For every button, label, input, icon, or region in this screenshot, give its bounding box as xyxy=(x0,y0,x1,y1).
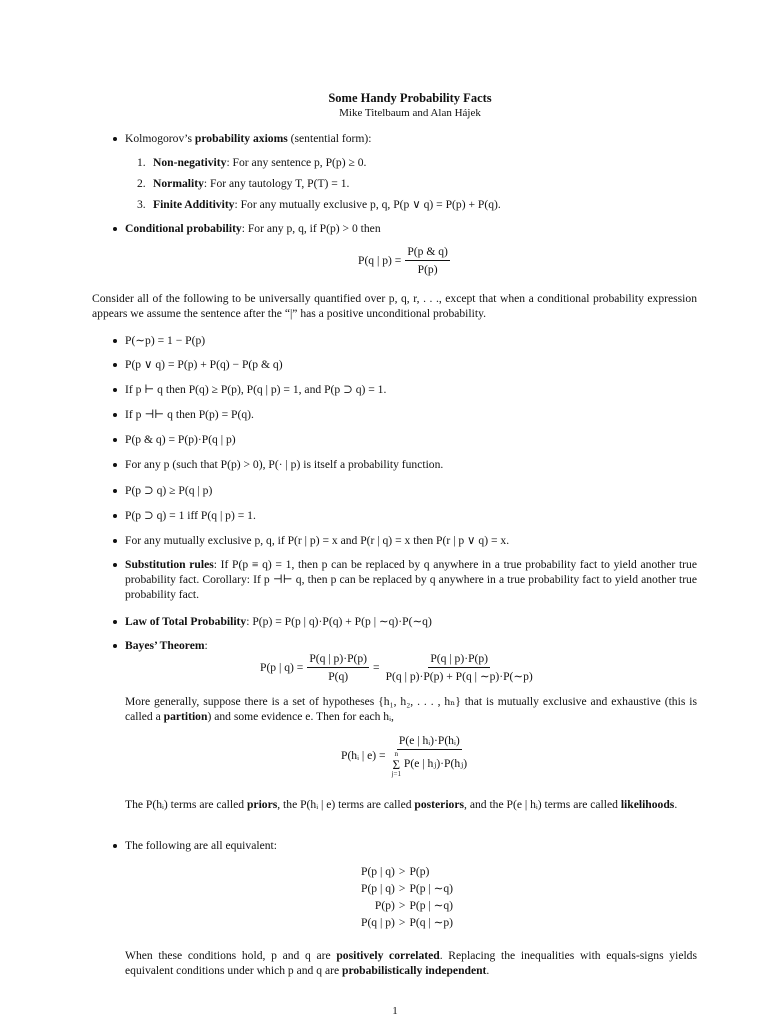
fraction xyxy=(405,244,450,277)
formula-lhs: P(hᵢ | e) = xyxy=(341,749,386,762)
fact-item: P(p ⊃ q) = 1 iff P(q | p) = 1. xyxy=(125,508,697,523)
condition-op: > xyxy=(398,865,406,878)
condition-op: > xyxy=(398,916,406,930)
fact-item: For any mutually exclusive p, q, if P(r | p) = x and P(r | q) = x then P(r | p ∨ q) = x. xyxy=(125,533,697,548)
axioms-rest: (sentential form): xyxy=(287,132,372,145)
sum-upper: n xyxy=(394,750,399,759)
substitution-bullet xyxy=(125,557,697,602)
axiom-name: Finite Additivity xyxy=(153,198,235,211)
conditional-formula xyxy=(358,244,450,277)
general-text: More generally, suppose there is a set of hypotheses {h₁, h₂, . . . , hₙ} that is mutually exclusive and exhaustive (this is called a xyxy=(125,695,697,724)
summation xyxy=(392,751,401,778)
condition-right: P(q | ∼p) xyxy=(409,916,454,930)
formula-lhs: P(p | q) = xyxy=(260,661,304,675)
axioms-bullet xyxy=(125,131,697,146)
condition-right: P(p | ∼q) xyxy=(409,882,454,896)
axiom-name: Normality xyxy=(153,177,204,190)
terms-text: , and the P(e | hᵢ) terms are called xyxy=(464,798,621,811)
equivalent-conditions xyxy=(361,864,453,930)
conditional-text: : For any p, q, if P(p) > 0 then xyxy=(241,222,381,235)
page-title: Some Handy Probability Facts xyxy=(328,91,492,105)
fraction xyxy=(390,733,470,778)
total-text: : P(p) = P(p | q)·P(q) + P(p | ∼q)·P(∼q) xyxy=(246,615,432,628)
equivalent-bullet: The following are all equivalent: xyxy=(125,838,697,853)
denominator: P(q) xyxy=(328,670,349,684)
fact-item: For any p (such that P(p) > 0), P(· | p) is itself a probability function. xyxy=(125,457,697,472)
correlation-text: . Replacing the inequalities with equals-signs yields equivalent conditions under which p and q are xyxy=(125,949,697,978)
condition-left: P(p | q) xyxy=(361,865,395,878)
condition-op: > xyxy=(398,899,406,913)
condition-right: P(p) xyxy=(409,865,430,878)
consider-paragraph: Consider all of the following to be universally quantified over p, q, r, . . ., except that when a conditional probability expression appears we assume the sentence after the “|” has a positive unconditional probability. xyxy=(92,292,697,321)
axiom-num: 1. xyxy=(137,156,146,169)
page-number: 1 xyxy=(392,1005,398,1017)
axiom-name: Non-negativity xyxy=(153,156,227,169)
axiom-num: 2. xyxy=(137,177,146,190)
fraction xyxy=(307,651,369,684)
sigma-symbol: Σ xyxy=(392,757,401,773)
formula-lhs: P(q | p) = xyxy=(358,254,402,268)
bayes-general-paragraph xyxy=(125,694,697,724)
general-text: ) and some evidence e. Then for each hᵢ, xyxy=(207,710,394,724)
condition-op: > xyxy=(398,882,406,896)
numerator: P(q | p)·P(p) xyxy=(307,651,369,668)
fact-item: If p ⊢ q then P(q) ≥ P(p), P(q | p) = 1, and P(p ⊃ q) = 1. xyxy=(125,382,697,397)
terms-text: . xyxy=(674,798,678,811)
denominator: P(q | p)·P(p) + P(q | ∼p)·P(∼p) xyxy=(385,670,533,684)
axiom-item xyxy=(137,155,366,170)
fact-item: P(p & q) = P(p)·P(q | p) xyxy=(125,432,697,447)
axiom-text: : For any sentence p, P(p) ≥ 0. xyxy=(226,156,367,169)
condition-left: P(p | q) xyxy=(361,882,395,896)
fact-item: P(∼p) = 1 − P(p) xyxy=(125,333,697,348)
substitution-bold: Substitution rules xyxy=(125,558,214,571)
bayes-formula xyxy=(260,651,535,684)
partition-term: partition xyxy=(163,710,208,724)
bayes-bold: Bayes’ Theorem xyxy=(125,639,205,652)
fact-item: P(p ⊃ q) ≥ P(q | p) xyxy=(125,483,697,498)
conditional-bullet xyxy=(125,221,697,236)
axioms-lead: Kolmogorov’s xyxy=(125,132,195,145)
conditional-bold: Conditional probability xyxy=(125,222,242,235)
axiom-text: : For any mutually exclusive p, q, P(p ∨ q) = P(p) + P(q). xyxy=(234,198,501,211)
correlation-text: When these conditions hold, p and q are xyxy=(125,949,337,962)
authors: Mike Titelbaum and Alan Hájek xyxy=(339,107,481,119)
bayes-colon: : xyxy=(204,639,208,652)
posteriors-term: posteriors xyxy=(414,798,465,811)
terms-text: The P(hᵢ) terms are called xyxy=(125,798,247,811)
total-bold: Law of Total Probability xyxy=(125,615,247,628)
condition-left: P(q | p) xyxy=(361,916,395,930)
sum-lower: j=1 xyxy=(391,770,401,779)
total-probability-bullet xyxy=(125,614,697,629)
substitution-text: : If P(p ≡ q) = 1, then p can be replaced by q anywhere in a true probability fact to yield another true probability fact. Corollary: If p ⊣⊢ q, then p can be replaced by q anywhere in a true probability fact to yield another true probability fact. xyxy=(125,558,697,602)
condition-right: P(p | ∼q) xyxy=(409,899,454,913)
fact-item: If p ⊣⊢ q then P(p) = P(q). xyxy=(125,407,697,422)
condition-left: P(p) xyxy=(374,899,395,913)
denominator xyxy=(390,750,470,778)
priors-term: priors xyxy=(246,798,278,811)
independent-term: probabilistically independent xyxy=(342,964,487,978)
fraction xyxy=(384,651,535,684)
denominator-term: P(e | hⱼ)·P(hⱼ) xyxy=(403,757,468,771)
axioms-bold: probability axioms xyxy=(194,132,288,145)
axiom-item xyxy=(137,176,349,191)
axiom-num: 3. xyxy=(137,198,146,211)
general-bayes-formula xyxy=(341,733,469,778)
likelihoods-term: likelihoods xyxy=(620,798,675,811)
numerator: P(e | hᵢ)·P(hᵢ) xyxy=(397,733,462,750)
axiom-text: : For any tautology T, P(T) = 1. xyxy=(203,177,350,190)
axiom-item xyxy=(137,197,501,212)
fact-item: P(p ∨ q) = P(p) + P(q) − P(p & q) xyxy=(125,357,697,372)
equals-sign: = xyxy=(373,661,380,675)
numerator: P(p & q) xyxy=(405,244,450,261)
terms-text: , the P(hᵢ | e) terms are called xyxy=(277,798,415,811)
denominator: P(p) xyxy=(417,263,438,277)
correlation-text: . xyxy=(486,964,490,978)
positively-correlated-term: positively correlated xyxy=(336,949,440,962)
terms-paragraph xyxy=(125,797,697,812)
numerator: P(q | p)·P(p) xyxy=(428,651,490,668)
correlation-paragraph xyxy=(125,948,697,978)
